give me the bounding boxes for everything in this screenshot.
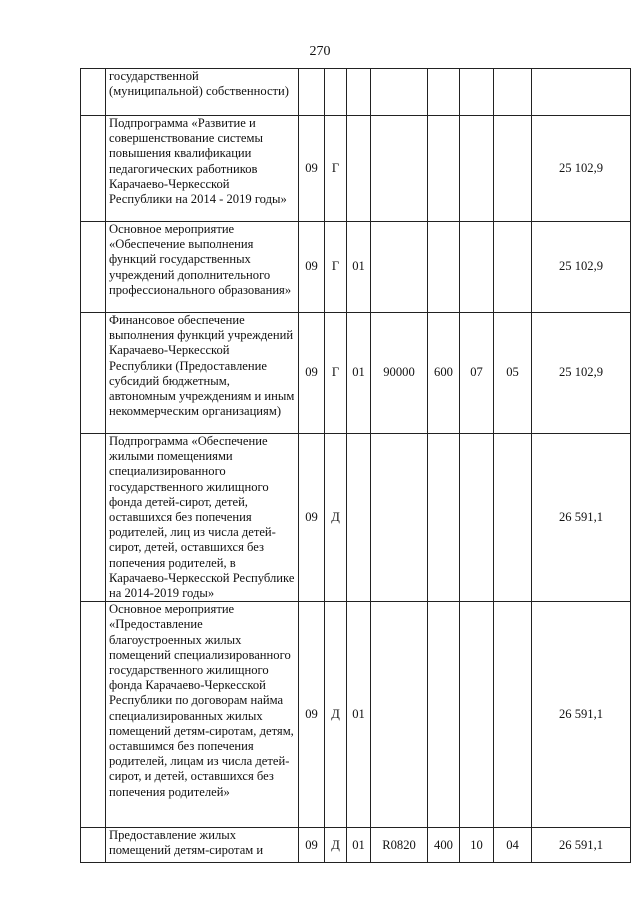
- expense-type-cell: 400: [428, 828, 460, 863]
- subsection-cell: [494, 602, 532, 828]
- section-cell: [460, 69, 494, 116]
- program-code-cell: 09: [299, 828, 325, 863]
- program-code-cell: [299, 69, 325, 116]
- direction-code-cell: [371, 116, 428, 222]
- subprogram-code-cell: Г: [325, 313, 347, 434]
- measure-code-cell: [347, 434, 371, 602]
- subsection-cell: 04: [494, 828, 532, 863]
- page-number: 270: [309, 44, 331, 59]
- subprogram-code-cell: [325, 69, 347, 116]
- subprogram-code-cell: Д: [325, 828, 347, 863]
- direction-code-cell: [371, 602, 428, 828]
- row-number-cell: [81, 116, 106, 222]
- row-number-cell: [81, 434, 106, 602]
- table-row: [81, 602, 631, 828]
- section-cell: 07: [460, 313, 494, 434]
- section-cell: 10: [460, 828, 494, 863]
- direction-code-cell: 90000: [371, 313, 428, 434]
- amount-cell: [532, 69, 631, 116]
- table-row: [81, 313, 631, 434]
- row-name-cell: Основное мероприятие «Обеспечение выполнения функций государственных учреждений дополнительного профессионального образования»: [106, 222, 299, 313]
- expense-type-cell: [428, 602, 460, 828]
- program-code-cell: 09: [299, 222, 325, 313]
- measure-code-cell: 01: [347, 828, 371, 863]
- amount-cell: 26 591,1: [532, 434, 631, 602]
- subsection-cell: 05: [494, 313, 532, 434]
- table-row: [81, 434, 631, 602]
- subprogram-code-cell: Г: [325, 116, 347, 222]
- section-cell: [460, 602, 494, 828]
- subsection-cell: [494, 69, 532, 116]
- amount-cell: 25 102,9: [532, 313, 631, 434]
- subsection-cell: [494, 222, 532, 313]
- measure-code-cell: [347, 69, 371, 116]
- row-name-cell: Основное мероприятие «Предоставление благоустроенных жилых помещений специализированного государственного жилищного фонда Карачаево-Черкесской Республики по договорам найма специализированных жилых помещений детям-сиротам, детям, оставшимся без попечения родителей, лицам из числа детей-сирот, и детей, оставшихся без попечения родителей»: [106, 602, 299, 828]
- measure-code-cell: 01: [347, 313, 371, 434]
- measure-code-cell: 01: [347, 602, 371, 828]
- direction-code-cell: [371, 434, 428, 602]
- amount-cell: 25 102,9: [532, 116, 631, 222]
- section-cell: [460, 222, 494, 313]
- amount-cell: 26 591,1: [532, 828, 631, 863]
- row-number-cell: [81, 313, 106, 434]
- expense-type-cell: 600: [428, 313, 460, 434]
- row-name-cell: Финансовое обеспечение выполнения функций учреждений Карачаево-Черкесской Республики (Предоставление субсидий бюджетным, автономным учреждениям и иным некоммерческим организациям): [106, 313, 299, 434]
- program-code-cell: 09: [299, 434, 325, 602]
- program-code-cell: 09: [299, 313, 325, 434]
- section-cell: [460, 434, 494, 602]
- table-row: [81, 116, 631, 222]
- program-code-cell: 09: [299, 116, 325, 222]
- program-code-cell: 09: [299, 602, 325, 828]
- expense-type-cell: [428, 69, 460, 116]
- row-number-cell: [81, 222, 106, 313]
- table-row: [81, 69, 631, 116]
- subprogram-code-cell: Д: [325, 602, 347, 828]
- row-name-cell: государственной (муниципальной) собственности): [106, 69, 299, 116]
- subprogram-code-cell: Г: [325, 222, 347, 313]
- expense-type-cell: [428, 222, 460, 313]
- expense-type-cell: [428, 116, 460, 222]
- row-name-cell: Подпрограмма «Развитие и совершенствование системы повышения квалификации педагогических работников Карачаево-Черкесской Республики на 2014 - 2019 годы»: [106, 116, 299, 222]
- amount-cell: 26 591,1: [532, 602, 631, 828]
- row-name-cell: [106, 828, 299, 863]
- section-cell: [460, 116, 494, 222]
- measure-code-cell: 01: [347, 222, 371, 313]
- direction-code-cell: R0820: [371, 828, 428, 863]
- row-number-cell: [81, 69, 106, 116]
- subsection-cell: [494, 434, 532, 602]
- direction-code-cell: [371, 222, 428, 313]
- subprogram-code-cell: Д: [325, 434, 347, 602]
- row-name-text: Предоставление жилых помещений детям-сиротам и: [109, 828, 264, 858]
- subsection-cell: [494, 116, 532, 222]
- row-name-cell: Подпрограмма «Обеспечение жилыми помещениями специализированного государственного жилищного фонда детей-сирот, детей, оставшихся без попечения родителей, лиц из числа детей-сирот, детей, оставшихся без попечения родителей, в Карачаево-Черкесской Республике на 2014-2019 годы»: [106, 434, 299, 602]
- budget-table: [80, 68, 631, 863]
- expense-type-cell: [428, 434, 460, 602]
- amount-cell: 25 102,9: [532, 222, 631, 313]
- table-row: [81, 222, 631, 313]
- measure-code-cell: [347, 116, 371, 222]
- table-row: [81, 828, 631, 863]
- row-number-cell: [81, 828, 106, 863]
- row-number-cell: [81, 602, 106, 828]
- direction-code-cell: [371, 69, 428, 116]
